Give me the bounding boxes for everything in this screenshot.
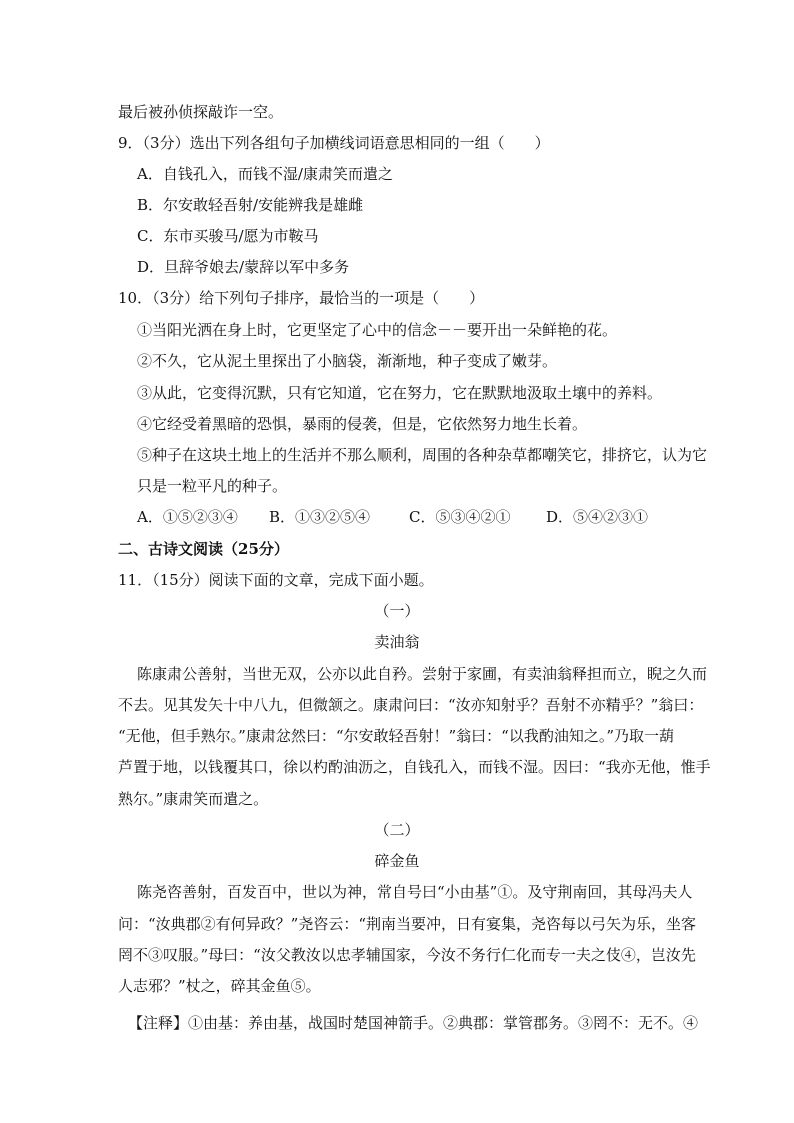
- passage-1-line: 陈康肃公善射，当世无双，公亦以此自矜。尝射于家圃，有卖油翁释担而立，睨之久而: [137, 665, 708, 683]
- sentence-1: ①当阳光洒在身上时，它更坚定了心中的信念－－要开出一朵鲜艳的花。: [137, 321, 618, 339]
- passage-2-line: 问：“汝典郡②有何异政？”尧咨云：“荆南当要冲，日有宴集，尧咨每以弓矢为乐，坐客: [118, 915, 697, 933]
- passage-2-line: 罔不③叹服。”母曰：“汝父教汝以忠孝辅国家，今汝不务行仁化而专一夫之伎④，岂汝先: [118, 946, 696, 964]
- passage-2-title: 碎金鱼: [374, 852, 420, 870]
- passage-1-line: 熟尔。”康肃笑而遣之。: [118, 790, 269, 808]
- question-10: 10．（3分）给下列句子排序，最恰当的一项是（ ）: [118, 289, 485, 307]
- q10-option-a: A．①⑤②③④: [137, 508, 238, 526]
- passage-1-line: 不去。见其发矢十中八九，但微颔之。康肃问曰：“汝亦知射乎？吾射不亦精乎？”翁曰：: [118, 696, 704, 714]
- sentence-5-cont: 只是一粒平凡的种子。: [137, 477, 288, 495]
- q10-option-d: D．⑤④②③①: [546, 508, 649, 526]
- section-heading: 二、古诗文阅读（25分）: [118, 540, 289, 558]
- q9-option-a: A．自钱孔入，而钱不湿/康肃笑而遣之: [137, 165, 393, 183]
- passage-1-number: （一）: [374, 602, 420, 620]
- q9-option-b: B．尔安敢轻吾射/安能辨我是雄雌: [137, 196, 364, 214]
- q10-option-c: C．⑤③④②①: [409, 508, 511, 526]
- sentence-5: ⑤种子在这块土地上的生活并不那么顺利，周围的各种杂草都嘲笑它，排挤它，认为它: [137, 446, 708, 464]
- q10-options: [137, 506, 648, 528]
- passage-1-line: “无他，但手熟尔。”康肃忿然曰：“尔安敢轻吾射！”翁曰：“以我酌油知之。”乃取一葫: [118, 727, 675, 745]
- passage-2-line: 陈尧咨善射，百发百中，世以为神，常自号曰“小由基”①。及守荆南回，其母冯夫人: [137, 883, 693, 901]
- passage-2-number: （二）: [374, 821, 420, 839]
- q9-option-d: D．旦辞爷娘去/蒙辞以军中多务: [137, 258, 350, 276]
- q10-option-b: B．①③②⑤④: [269, 508, 371, 526]
- sentence-2: ②不久，它从泥土里探出了小脑袋，渐渐地，种子变成了嫩芽。: [137, 352, 558, 370]
- annotation-note: 【注释】①由基：养由基，战国时楚国神箭手。②典郡：掌管郡务。③罔不：无不。④: [128, 1014, 699, 1032]
- q9-option-c: C．东市买骏马/愿为市鞍马: [137, 227, 319, 245]
- sentence-4: ④它经受着黑暗的恐惧，暴雨的侵袭，但是，它依然努力地生长着。: [137, 415, 588, 433]
- text-line: 最后被孙侦探敲诈一空。: [118, 103, 284, 121]
- passage-1-line: 芦置于地，以钱覆其口，徐以杓酌油沥之，自钱孔入，而钱不湿。因曰：“我亦无他，惟手: [118, 758, 711, 776]
- passage-1-title: 卖油翁: [374, 633, 420, 651]
- question-11: 11．（15分）阅读下面的文章，完成下面小题。: [118, 571, 434, 589]
- passage-2-line: 人志邪？”杖之，碎其金鱼⑤。: [118, 977, 321, 995]
- question-9: 9．（3分）选出下列各组句子加横线词语意思相同的一组（ ）: [118, 134, 550, 152]
- sentence-3: ③从此，它变得沉默，只有它知道，它在努力，它在默默地汲取土壤中的养料。: [137, 384, 663, 402]
